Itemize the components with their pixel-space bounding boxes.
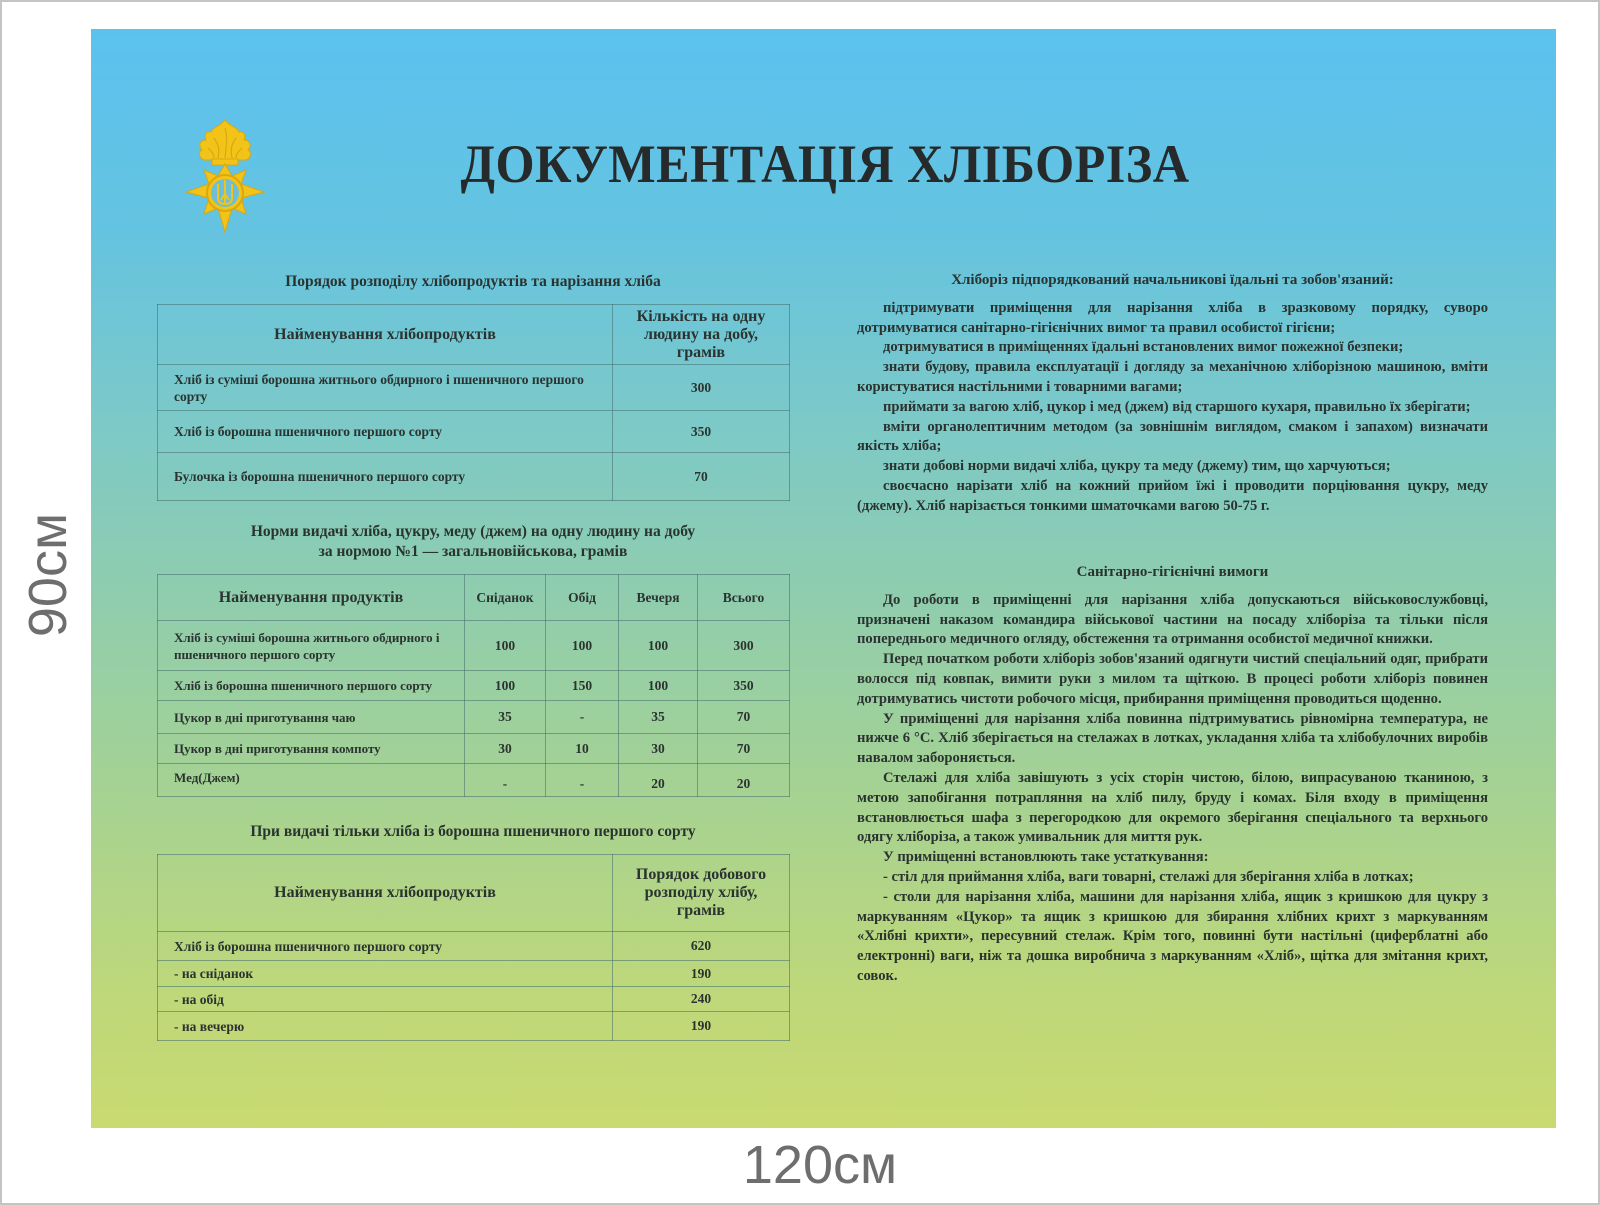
sanitary-paragraph: Перед початком роботи хліборіз зобов'язаний одягнути чистий спеціальний одяг, прибрати волосся під ковпак, вимити руки з милом та щіткою. В процесі роботи хліборіз повинен дотримуватись чистоти робочого місця, прибирання приміщення проводиться щоденно. xyxy=(857,651,1488,707)
product-name: Мед(Джем) xyxy=(158,764,465,797)
table-row xyxy=(158,453,790,501)
sanitary-paragraph: - стіл для приймання хліба, ваги товарні, стелажі для зберігання хліба в лотках; xyxy=(883,868,1414,885)
column-header: Вечеря xyxy=(619,575,698,621)
product-name: - на сніданок xyxy=(158,961,613,987)
duty-item: знати добові норми видачі хліба, цукру та меду (джему) тим, що харчуються; xyxy=(883,458,1391,475)
breakfast-value: 35 xyxy=(465,701,546,734)
column-header: Сніданок xyxy=(465,575,546,621)
duty-item: вміти органолептичним методом (за зовнішнім виглядом, смаком і запахом) визначати якість хліба; xyxy=(857,418,1488,455)
lunch-value: 10 xyxy=(546,734,619,764)
total-value: 300 xyxy=(698,621,790,671)
breakfast-value: - xyxy=(465,764,546,797)
table-row xyxy=(158,671,790,701)
sanitary-paragraph: - столи для нарізання хліба, машини для нарізання хліба, ящик з кришкою для цукру з маркуванням «Цукор» та ящик з кришкою для збирання хлібних крихт з маркуванням «Хлібні крихти», пересувний стелаж. Крім того, повинні бути настільні (циферблатні або електронні) ваги, ніж та дошка виробнича з маркуванням «Хліб», щітка для змітання крихт, совок. xyxy=(857,888,1488,984)
duties-section xyxy=(857,271,1488,517)
table-row xyxy=(158,701,790,734)
table-row xyxy=(158,764,790,797)
table-header-row xyxy=(158,305,790,365)
duty-item: дотримуватися в приміщеннях їдальні встановлених вимог пожежної безпеки; xyxy=(883,339,1404,356)
breakfast-value: 100 xyxy=(465,671,546,701)
column-header: Порядок добового розподілу хлібу, грамів xyxy=(613,855,790,932)
column-header: Найменування хлібопродуктів xyxy=(158,855,613,932)
bread-distribution-table xyxy=(157,304,790,501)
column-header: Найменування хлібопродуктів xyxy=(158,305,613,365)
product-name: Хліб із борошна пшеничного першого сорту xyxy=(158,671,465,701)
table-header-row xyxy=(158,575,790,621)
total-value: 20 xyxy=(698,764,790,797)
wheat-bread-distribution-table xyxy=(157,854,790,1041)
table-row xyxy=(158,961,790,987)
product-name: Хліб із борошна пшеничного першого сорту xyxy=(158,411,613,453)
column-header: Кількість на одну людину на добу, грамів xyxy=(613,305,790,365)
sanitary-paragraph: У приміщенні встановлюють таке устаткування: xyxy=(883,849,1209,866)
product-value: 620 xyxy=(613,932,790,961)
column-header: Обід xyxy=(546,575,619,621)
table2-caption-line2: за нормою №1 — загальновійськова, грамів xyxy=(318,543,628,560)
height-dimension-text: 90см xyxy=(18,512,79,638)
lunch-value: - xyxy=(546,701,619,734)
sanitary-paragraph: До роботи в приміщенні для нарізання хліба допускаються військовослужбовці, призначені наказом командира військової частини на посаду хліборіза та тільки після попереднього медичного огляду, обстеження та отримання особистої медичної книжки. xyxy=(857,591,1488,648)
duty-item: підтримувати приміщення для нарізання хліба в зразковому порядку, суворо дотримуватися санітарно-гігієнічних вимог та правил особистої гігієни; xyxy=(857,299,1488,336)
total-value: 70 xyxy=(698,701,790,734)
product-name: Хліб із суміші борошна житнього обдирного і пшеничного першого сорту xyxy=(158,621,465,671)
product-name: Цукор в дні приготування компоту xyxy=(158,734,465,764)
product-value: 240 xyxy=(613,987,790,1012)
lunch-value: - xyxy=(546,764,619,797)
table-row xyxy=(158,734,790,764)
dinner-value: 100 xyxy=(619,621,698,671)
table-row xyxy=(158,365,790,411)
page-title: ДОКУМЕНТАЦІЯ ХЛІБОРІЗА xyxy=(460,134,1190,194)
duty-item: приймати за вагою хліб, цукор і мед (джем) від старшого кухаря, правильно їх зберігати; xyxy=(883,398,1471,415)
table-row xyxy=(158,621,790,671)
table-header-row xyxy=(158,855,790,932)
sanitary-paragraph: У приміщенні для нарізання хліба повинна підтримуватись рівномірна температура, не нижче 6 °C. Хліб зберігається на стелажах в лотках, укладання хліба та хлібобулочних виробів навалом забороняється. xyxy=(857,710,1488,767)
product-value: 190 xyxy=(613,961,790,987)
dinner-value: 20 xyxy=(619,764,698,797)
table-row xyxy=(158,932,790,961)
product-name: - на вечерю xyxy=(158,1012,613,1041)
product-value: 70 xyxy=(613,453,790,501)
duty-item: знати будову, правила експлуатації і догляду за механічною хліборізною машиною, вміти користуватися настільними і товарними вагами; xyxy=(857,359,1488,395)
breakfast-value: 30 xyxy=(465,734,546,764)
column-header: Найменування продуктів xyxy=(158,575,465,621)
product-name: Хліб із суміші борошна житнього обдирного і пшеничного першого сорту xyxy=(158,365,613,411)
total-value: 350 xyxy=(698,671,790,701)
product-name: Булочка із борошна пшеничного першого сорту xyxy=(158,453,613,501)
height-dimension-label xyxy=(13,500,83,650)
product-name: - на обід xyxy=(158,987,613,1012)
table-row xyxy=(158,411,790,453)
dinner-value: 30 xyxy=(619,734,698,764)
product-value: 300 xyxy=(613,365,790,411)
table-row xyxy=(158,987,790,1012)
lunch-value: 150 xyxy=(546,671,619,701)
product-name: Хліб із борошна пшеничного першого сорту xyxy=(158,932,613,961)
sanitary-section xyxy=(857,563,1488,987)
table2-caption xyxy=(157,522,789,562)
daily-norms-table xyxy=(157,574,790,797)
table2-caption-line1: Норми видачі хліба, цукру, меду (джем) на одну людину на добу xyxy=(250,523,696,540)
duty-item: своєчасно нарізати хліб на кожний прийом їжі і проводити порціювання цукру, меду (джему). Хліб нарізається тонкими шматочками вагою 50-75 г. xyxy=(857,477,1488,514)
table-row xyxy=(158,1012,790,1041)
product-name: Цукор в дні приготування чаю xyxy=(158,701,465,734)
national-guard-emblem-icon xyxy=(184,118,266,234)
product-value: 350 xyxy=(613,411,790,453)
breakfast-value: 100 xyxy=(465,621,546,671)
sanitary-heading: Санітарно-гігієнічні вимоги xyxy=(1076,564,1269,580)
column-header: Всього xyxy=(698,575,790,621)
sanitary-paragraph: Стелажі для хліба завішують з усіх сторін чистою, білою, випрасуваною тканиною, з метою запобігання потрапляння на хліб пилу, бруду і комах. Біля входу в приміщення встановлюється шафа з перегородкою для окремого зберігання спеціального та верхнього одягу хліборіза, а також умивальник для миття рук. xyxy=(857,769,1488,846)
table1-caption: Порядок розподілу хлібопродуктів та нарізання хліба xyxy=(285,273,661,290)
product-value: 190 xyxy=(613,1012,790,1041)
duties-heading: Хліборіз підпорядкований начальникові їдальні та зобов'язаний: xyxy=(951,272,1394,288)
lunch-value: 100 xyxy=(546,621,619,671)
width-dimension-label: 120см xyxy=(742,1135,898,1195)
dinner-value: 100 xyxy=(619,671,698,701)
table3-caption: При видачі тільки хліба із борошна пшеничного першого сорту xyxy=(250,823,696,840)
total-value: 70 xyxy=(698,734,790,764)
dinner-value: 35 xyxy=(619,701,698,734)
